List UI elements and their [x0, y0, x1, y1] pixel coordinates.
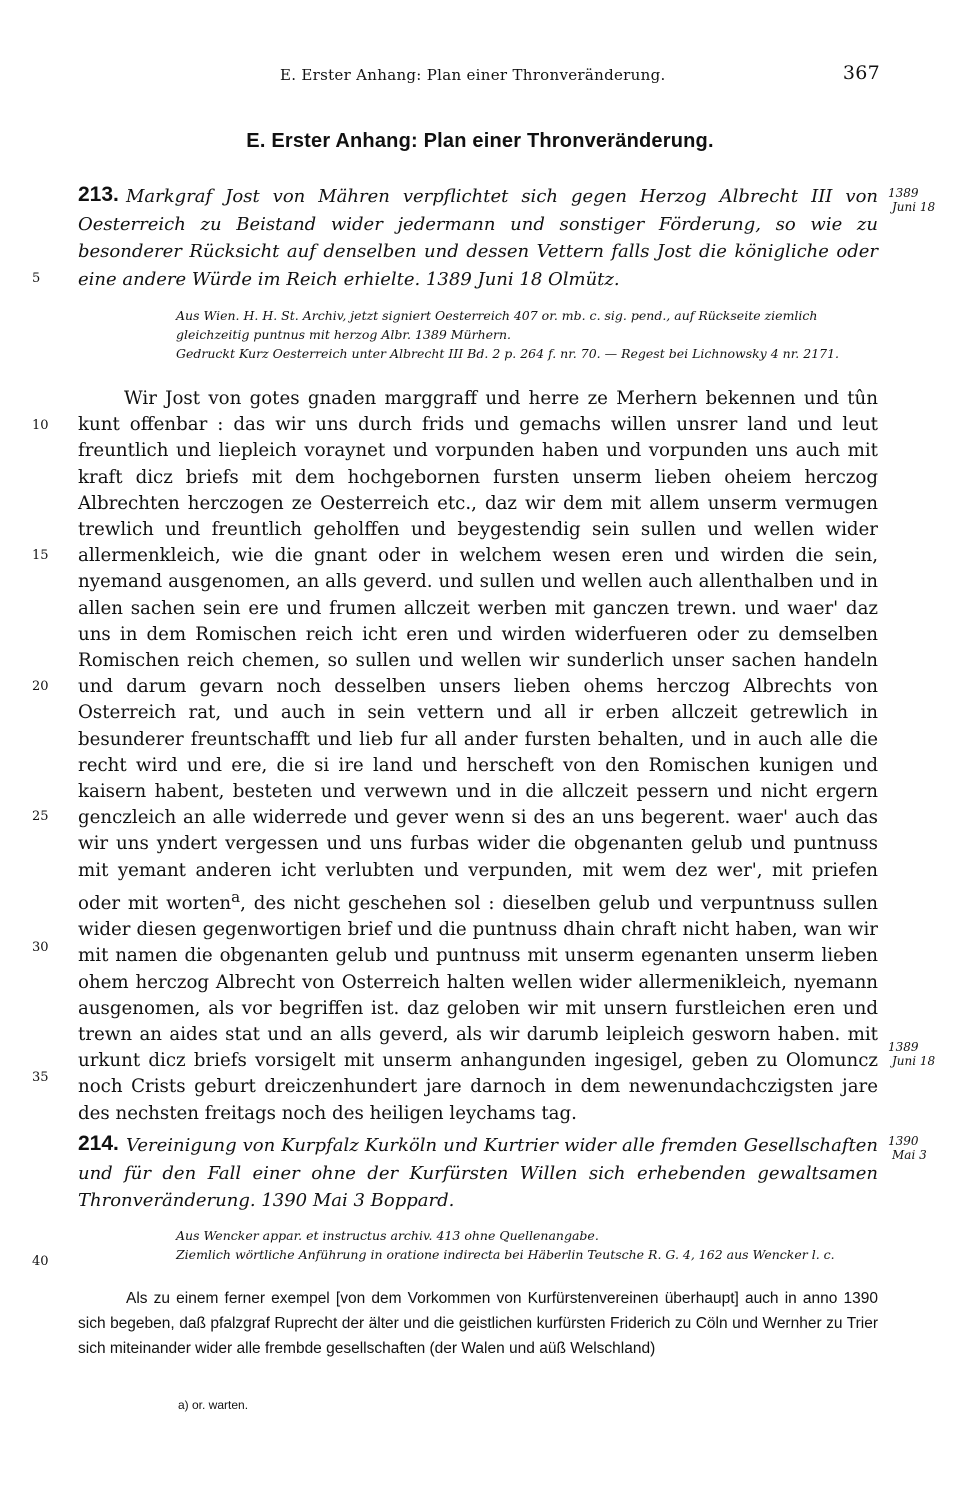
line-number: 5 — [32, 271, 41, 286]
margin-year: 1389 — [888, 186, 919, 200]
margin-day: Juni 18 — [892, 200, 936, 214]
regest-title: Markgraf Jost von Mähren verpflichtet sich gegen Herzog Albrecht III von Oesterreich zu Beistand wider jedermann und sonstiger Förderung, so wie zu besonderer Rücksicht auf denselben und dessen Vettern falls Jost die königliche oder eine andere Würde im Reich erhielte. 1389 Juni 18 Olmütz. — [78, 186, 878, 290]
body-paragraph: Wir Jost von gotes gnaden marggraff und herre ze Merhern bekennen und tûn kunt offenbar : das wir uns durch frids und gemachs willen unsrer land und leut freuntlich und liepleich voraynet und vorpunden haben und vorpunden uns auch mit kraft dicz briefs mit dem hochgebornen fursten unserm lieben oheiem herczog Albrechten herczogen ze Oesterreich etc., daz wir dem mit allem unserm vermugen trewlich und freuntlich geholffen und beygestendig sein sullen und wellen wider allermenkleich, wie die gnant oder in welchem wesen eren und wirden die sein, nyemand ausgenomen, an alls geverd. und sullen und wellen auch allenthalben und in allen sachen sein ere und frumen allczeit werben mit ganczen trewn. und waer' daz uns in dem Romischen reich icht eren und wirden widerfueren oder zu demselben Romischen reich chemen, so sullen und wellen wir sunderlich unser sachen handeln und darum gevarn noch desselben unsers lieben ohems herczog Albrechts von Osterreich rat, und auch in sein vettern und all ir erben allczeit getrewlich in besunderer freuntschafft und lieb fur all ander fursten behalten, und in auch alle die recht wird und ere, die si ire land und herscheft von den Romischen kunigen und kaisern habent, besteten und verwewn und in die allczeit pessern und nicht ergern genczleich an alle widerrede und gever wenn si des an uns begerent. waer' auch das wir uns yndert vergessen und uns furbas wider die obgenanten gelub und puntnuss mit yemant anderen icht verlubten und verpunden, mit wem dez wer', mit priefen oder mit worten$^a$, des nicht geschehen sol : dieselben gelub und verpuntnuss sullen wider diesen gegenwortigen brief und die puntnuss dhain chraft nicht haben, wan wir mit namen die obgenanten gelub und puntnuss mit unserm egenanten unserm lieben ohem herczog Albrecht von Osterreich halten wellen wider allermenikleich, nyemann ausgenomen, als vor begriffen ist. daz geloben wir mit unsern furstleichen eren und trewn an aides stat und an alls geverd, als wir darumb leipleich gesworn haben. mit urkunt dicz briefs vorsigelt mit unserm anhangunden ingesigel, geben zu Olomuncz noch Crists geburt dreiczenhundert jare darnoch in dem newenundachczigsten jare des nechsten freitags noch des heiligen leychams tag. — [78, 388, 878, 1124]
regest-title: Vereinigung von Kurpfalz Kurköln und Kurtrier wider alle fremden Gesellschaften und für den Fall einer ohne der Kurfürsten Willen sich erhebenden gewaltsamen Thronveränderung. 1390 Mai 3 Boppard. — [78, 1135, 878, 1211]
quoted-passage — [78, 1286, 878, 1361]
line-number: 40 — [32, 1254, 49, 1269]
source-notes-213 — [176, 306, 881, 363]
line-number: 25 — [32, 809, 49, 824]
print-note: Gedruckt Kurz Oesterreich unter Albrecht III Bd. 2 p. 264 f. nr. 70. — Regest bei Lichnowsky 4 nr. 2171. — [176, 346, 840, 361]
line-number: 30 — [32, 940, 49, 955]
margin-year: 1390 — [888, 1134, 919, 1148]
document-body — [78, 386, 878, 1127]
citation-note: Ziemlich wörtliche Anführung in oratione indirecta bei Häberlin Teutsche R. G. 4, 162 aus Wencker l. c. — [176, 1247, 835, 1262]
margin-day: Juni 18 — [892, 1054, 936, 1068]
margin-date-214 — [888, 1134, 950, 1162]
line-number: 20 — [32, 679, 49, 694]
margin-year: 1389 — [888, 1040, 919, 1054]
line-number: 35 — [32, 1070, 49, 1085]
source-note: Aus Wencker appar. et instructus archiv. 413 ohne Quellenangabe. — [176, 1228, 599, 1243]
running-title: E. Erster Anhang: Plan einer Thronveränderung. — [280, 66, 666, 84]
regest-213 — [78, 183, 878, 293]
regest-number: 213. — [78, 183, 119, 206]
source-notes-214 — [176, 1226, 881, 1264]
line-number: 15 — [32, 548, 49, 563]
section-title: E. Erster Anhang: Plan einer Thronveränderung. — [246, 130, 714, 152]
source-note: Aus Wien. H. H. St. Archiv, jetzt signiert Oesterreich 407 or. mb. c. sig. pend., auf Rückseite ziemlich gleichzeitig puntnus mit herzog Albr. 1389 Mürhern. — [176, 308, 818, 342]
page-number: 367 — [842, 62, 880, 84]
running-header — [280, 62, 880, 84]
line-number: 10 — [32, 418, 49, 433]
margin-date-213 — [888, 186, 950, 214]
quote-paragraph: Als zu einem ferner exempel [von dem Vorkommen von Kurfürstenvereinen überhaupt] auch in anno 1390 sich begeben, daß pfalzgraf Ruprecht der älter und die geistlichen kurfürsten Friderich zu Cöln und Wernher zu Trier sich miteinander wider alle frembde gesellschaften (der Walen und aüß Welschland) — [78, 1290, 878, 1357]
margin-date-end — [888, 1040, 950, 1068]
footnote: a) or. warten. — [178, 1398, 249, 1412]
regest-214 — [78, 1132, 878, 1215]
margin-day: Mai 3 — [892, 1148, 927, 1162]
regest-number: 214. — [78, 1132, 119, 1155]
